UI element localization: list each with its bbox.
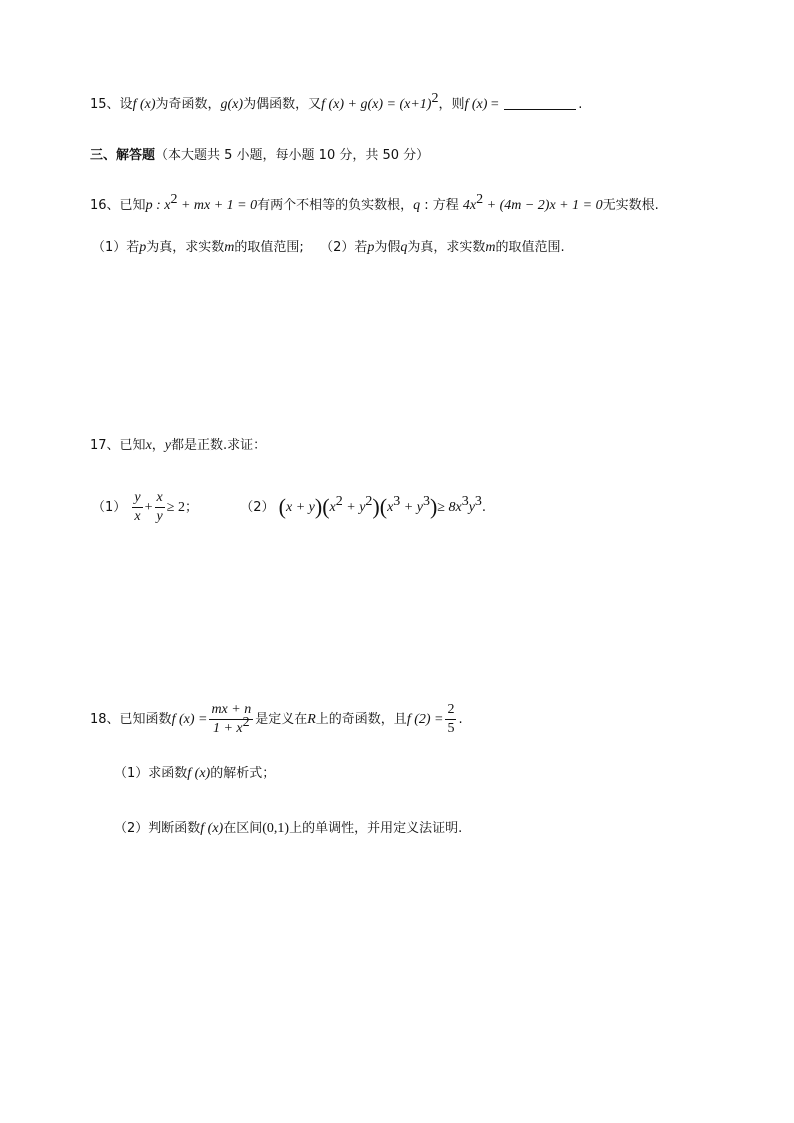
question-text: 上的奇函数，且: [315, 712, 407, 727]
math-variable: m: [224, 240, 235, 255]
math-variable: p: [367, 240, 375, 255]
question-number: 18、: [90, 712, 120, 727]
question-text: ，则: [438, 97, 465, 112]
subpart-label: （1）: [92, 500, 127, 515]
question-17: [90, 436, 266, 456]
section-note: （本大题共 5 小题，每小题 10 分，共 50 分）: [155, 148, 430, 163]
question-text: 有两个不相等的负实数根，: [257, 198, 414, 213]
superscript: 2: [242, 715, 250, 730]
math-variable: y: [164, 438, 172, 453]
math-variable: p: [139, 240, 147, 255]
math-expression: f (x) =: [171, 712, 208, 727]
question-text: 为真，求实数: [146, 240, 225, 255]
question-18-subpart-1: [114, 764, 275, 784]
question-16: [90, 192, 659, 216]
numerator: 2: [445, 701, 456, 720]
superscript: 3: [393, 494, 401, 509]
math-operator: =: [487, 97, 503, 112]
math-expression: f (x): [464, 97, 488, 112]
denominator: [211, 715, 252, 738]
math-expression: + (4m − 2)x + 1 = 0: [483, 198, 603, 213]
math-expression: x: [387, 500, 394, 515]
question-text: 为真，求实数: [407, 240, 486, 255]
question-text: 已知: [119, 438, 146, 453]
math-expression: f (x): [200, 821, 224, 836]
fraction: [209, 701, 253, 738]
period: .: [481, 500, 487, 515]
math-expression: f (2) =: [406, 712, 444, 727]
superscript: 2: [476, 192, 484, 207]
math-expression: x + y: [286, 500, 315, 515]
math-variable: q: [413, 198, 421, 213]
math-expression: f (x) + g(x) = (x+1): [321, 97, 432, 112]
denominator: y: [156, 509, 163, 524]
math-expression: (0,1): [262, 821, 290, 836]
question-text: 是定义在: [255, 712, 308, 727]
math-expression: + mx + 1 = 0: [177, 198, 258, 213]
question-number: 15、: [90, 97, 120, 112]
answer-blank: [504, 96, 576, 110]
math-operator: +: [144, 500, 153, 515]
math-expression: ≥ 2: [166, 500, 185, 515]
question-text: 为奇函数，: [155, 97, 221, 112]
math-expression: : x: [152, 198, 171, 213]
punctuation: ；: [184, 500, 198, 515]
question-text: 为偶函数，又: [243, 97, 322, 112]
paren: ): [429, 494, 438, 519]
question-text: 已知: [119, 198, 146, 213]
numerator: y: [132, 489, 142, 508]
paren: ): [314, 494, 323, 519]
question-text: 为假: [374, 240, 401, 255]
math-variable: q: [400, 240, 408, 255]
subpart-label: （1）若: [92, 240, 140, 255]
math-variable: x: [145, 438, 152, 453]
question-text: 在区间: [223, 821, 263, 836]
question-18: [90, 700, 463, 740]
math-variable: y: [468, 500, 475, 515]
subpart-label: （1）求函数: [114, 766, 188, 781]
math-expression: g(x): [220, 97, 244, 112]
fraction: [445, 701, 456, 738]
fraction: [132, 489, 142, 526]
superscript: 3: [422, 494, 430, 509]
section-title: 三、解答题: [90, 148, 156, 163]
question-text: 已知函数: [119, 712, 172, 727]
question-15: [90, 91, 583, 115]
math-expression: ≥ 8x: [437, 500, 462, 515]
question-number: 16、: [90, 198, 120, 213]
paren: (: [322, 494, 330, 519]
math-expression: 4x: [462, 198, 477, 213]
question-text: ，: [151, 438, 165, 453]
math-variable: p: [145, 198, 153, 213]
question-16-subparts: [92, 238, 565, 258]
question-text: 的取值范围.: [495, 240, 565, 255]
question-18-subpart-2: [114, 819, 462, 839]
period: .: [458, 712, 463, 727]
question-text: : 方程: [420, 198, 463, 213]
paren: (: [379, 494, 388, 519]
superscript: 3: [461, 494, 469, 509]
denominator: 5: [447, 721, 455, 736]
math-expression: f (x): [132, 97, 156, 112]
subpart-label: （2）: [240, 500, 275, 515]
numerator: x: [155, 489, 165, 508]
period: .: [578, 97, 583, 112]
question-number: 17、: [90, 438, 120, 453]
math-expression: x: [329, 500, 336, 515]
paren: (: [278, 494, 286, 519]
fraction: [155, 489, 165, 526]
superscript: 2: [431, 91, 439, 106]
superscript: 3: [474, 494, 482, 509]
subpart-label: （2）若: [320, 240, 368, 255]
question-text: 的取值范围;: [234, 240, 304, 255]
subpart-label: （2）判断函数: [114, 821, 201, 836]
denominator-expression: 1 + x: [212, 721, 243, 736]
superscript: 2: [335, 494, 343, 509]
question-text: 的解析式；: [210, 766, 276, 781]
math-expression: + y: [342, 500, 366, 515]
math-expression: + y: [400, 500, 423, 515]
math-variable: R: [307, 712, 316, 727]
question-text: 无实数根.: [602, 198, 659, 213]
math-variable: m: [485, 240, 496, 255]
superscript: 2: [170, 192, 178, 207]
math-expression: f (x): [187, 766, 211, 781]
question-text: 设: [119, 97, 133, 112]
paren: ): [372, 494, 380, 519]
superscript: 2: [365, 494, 373, 509]
question-text: 上的单调性，并用定义法证明.: [289, 821, 463, 836]
question-text: 都是正数.求证：: [171, 438, 267, 453]
numerator: mx + n: [209, 701, 253, 720]
question-17-subparts: [92, 488, 486, 528]
section-heading: [90, 146, 429, 166]
denominator: x: [134, 509, 141, 524]
